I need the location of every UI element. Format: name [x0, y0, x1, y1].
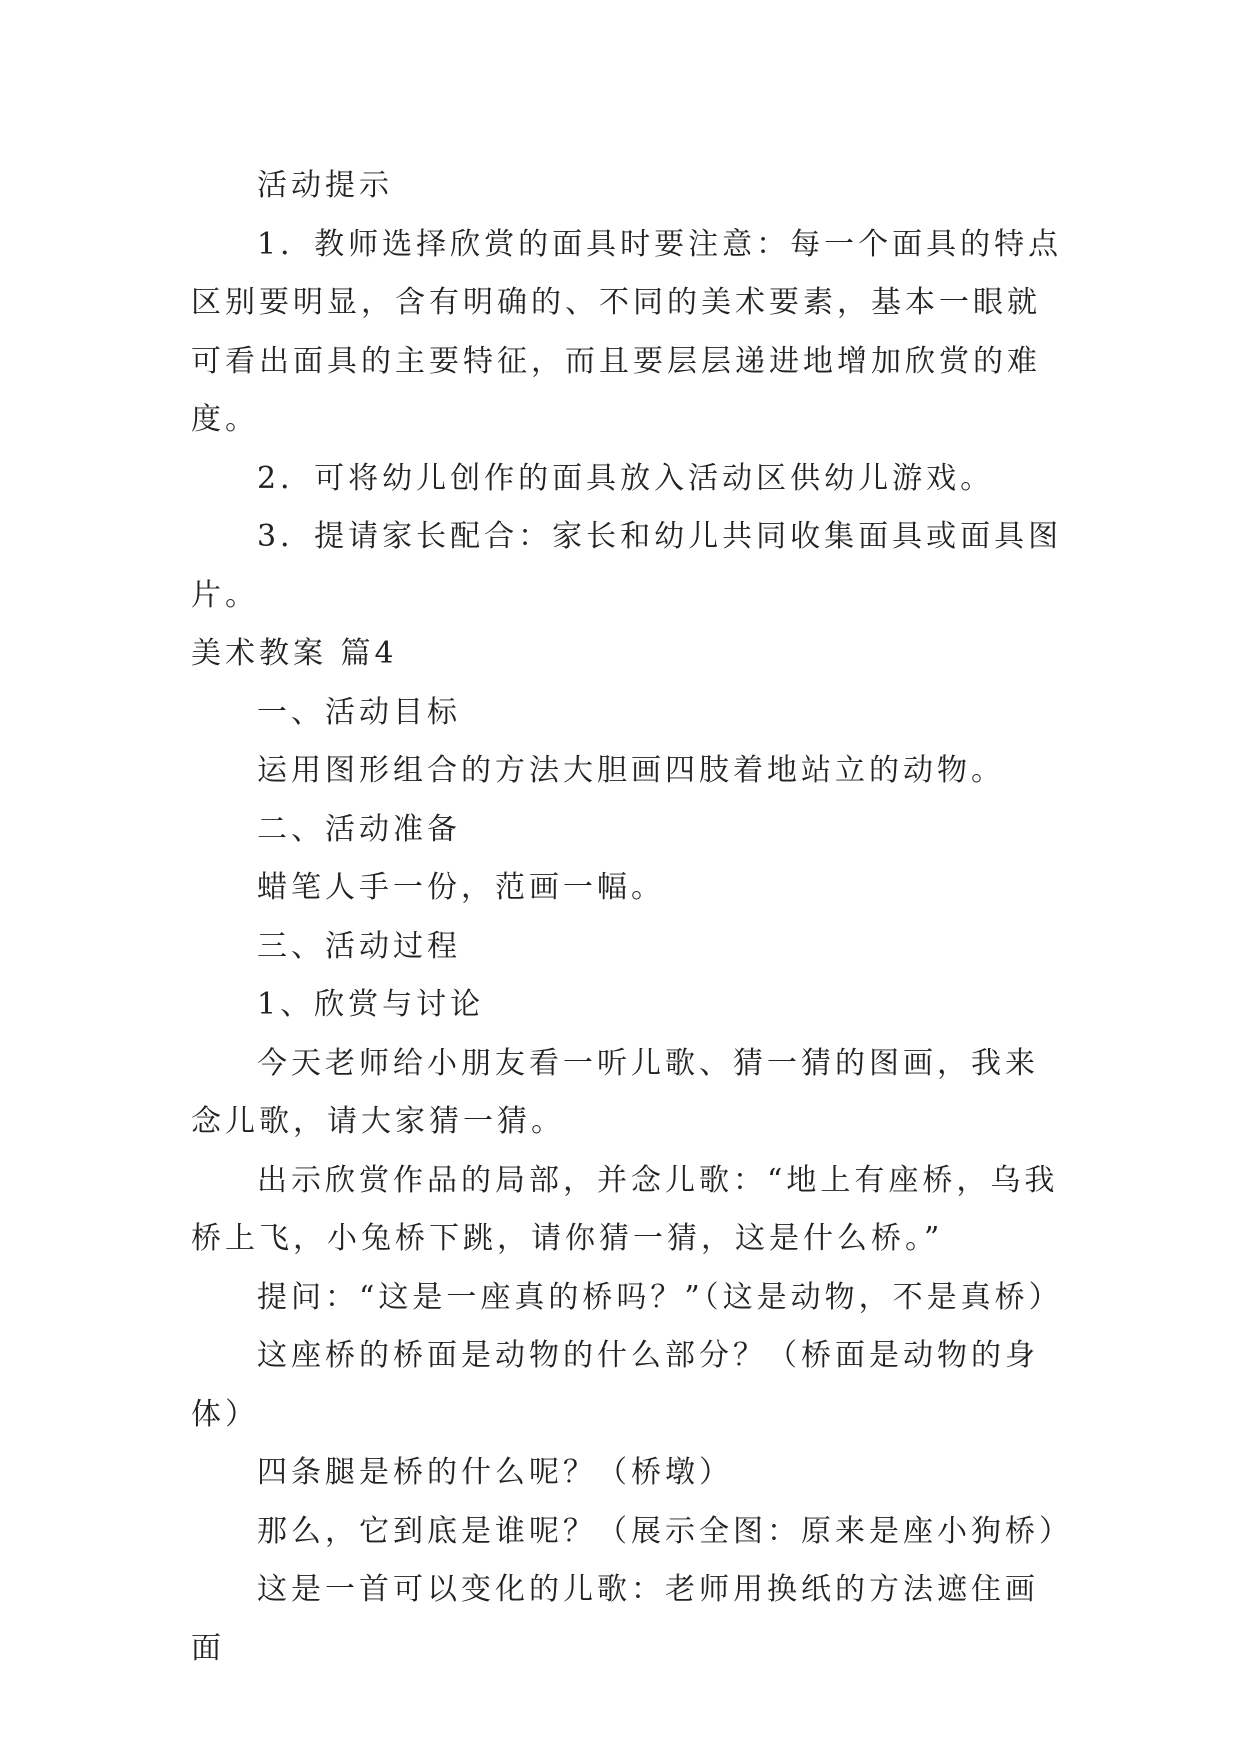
- paragraph-process-heading: 三、活动过程: [257, 928, 461, 964]
- paragraph-preparation: 蜡笔人手一份，范画一幅。: [257, 870, 665, 905]
- paragraph-question-1: 提问：“这是一座真的桥吗？”（这是动物，不是真桥）: [257, 1279, 1063, 1315]
- paragraph-intro: 今天老师给小朋友看一听儿歌、猜一猜的图画，我来念儿歌，请大家猜一猜。: [191, 1045, 1039, 1139]
- paragraph-question-2: 这座桥的桥面是动物的什么部分？（桥面是动物的身体）: [191, 1338, 1039, 1432]
- paragraph-goal-heading: 一、活动目标: [257, 694, 461, 730]
- section-title-lesson-4: 美术教案 篇4: [191, 636, 398, 671]
- paragraph-tip-3: 3．提请家长配合：家长和幼儿共同收集面具或面具图片。: [191, 519, 1063, 613]
- paragraph-question-4: 那么，它到底是谁呢？（展示全图：原来是座小狗桥）: [257, 1513, 1073, 1549]
- document-body: [191, 157, 1071, 1678]
- paragraph-tip-1: 1．教师选择欣赏的面具时要注意：每一个面具的特点区别要明显，含有明确的、不同的美术要素，基本一眼就可看出面具的主要特征，而且要层层递进地增加欣赏的难度。: [191, 226, 1063, 437]
- paragraph-preparation-heading: 二、活动准备: [257, 811, 461, 847]
- paragraph-tip-2: 2．可将幼儿创作的面具放入活动区供幼儿游戏。: [257, 460, 995, 496]
- paragraph-step-1-heading: 1、欣赏与讨论: [257, 987, 485, 1022]
- paragraph-rhyme: 出示欣赏作品的局部，并念儿歌：“地上有座桥，乌我桥上飞，小兔桥下跳，请你猜一猜，这是什么桥。”: [191, 1162, 1059, 1256]
- paragraph-variation: 这是一首可以变化的儿歌：老师用换纸的方法遮住画面: [191, 1572, 1039, 1666]
- paragraph-goal: 运用图形组合的方法大胆画四肢着地站立的动物。: [257, 753, 1005, 788]
- paragraph-activity-tips-heading: 活动提示: [257, 168, 393, 203]
- paragraph-question-3: 四条腿是桥的什么呢？（桥墩）: [257, 1455, 733, 1490]
